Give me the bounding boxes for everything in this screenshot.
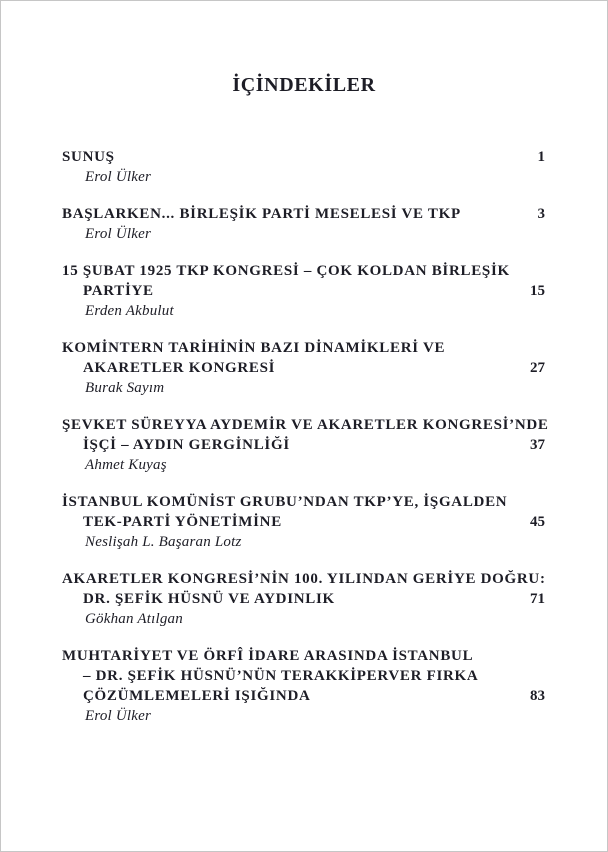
entry-page-number: 45 [530, 514, 545, 530]
entry-title-line [62, 281, 545, 301]
entry-title-text: – DR. ŞEFİK HÜSNÜ’NÜN TERAKKİPERVER FIRKA [83, 668, 479, 684]
entry-title-lines [62, 415, 549, 455]
entry-author: Burak Sayım [85, 380, 165, 396]
entry-title-text: PARTİYE [83, 283, 154, 299]
toc-entry [62, 147, 545, 187]
entry-title-lines [62, 338, 545, 378]
entry-title-text: BAŞLARKEN... BİRLEŞİK PARTİ MESELESİ VE TKP [62, 206, 461, 222]
entry-title-text: MUHTARİYET VE ÖRFÎ İDARE ARASINDA İSTANBUL [62, 648, 474, 664]
entry-title-text: KOMİNTERN TARİHİNİN BAZI DİNAMİKLERİ VE [62, 340, 446, 356]
entry-page-number: 3 [537, 206, 545, 222]
entry-title-lines [62, 492, 545, 532]
toc-entry [62, 338, 545, 398]
toc-entry [62, 569, 545, 629]
entry-title-line [62, 512, 545, 532]
entry-title-line [62, 646, 545, 666]
entry-title-text: DR. ŞEFİK HÜSNÜ VE AYDINLIK [83, 591, 335, 607]
entry-title-lines [62, 147, 545, 167]
entry-title-line [62, 569, 545, 589]
entry-title-lines [62, 646, 545, 706]
entry-title-line [62, 666, 545, 686]
entry-title-text: 15 ŞUBAT 1925 TKP KONGRESİ – ÇOK KOLDAN BİRLEŞİK [62, 263, 510, 279]
entry-title-line [62, 415, 549, 435]
entry-page-number: 27 [530, 360, 545, 376]
entry-author: Erol Ülker [85, 226, 152, 242]
entry-page-number: 1 [537, 149, 545, 165]
entry-title-line [62, 261, 545, 281]
entry-title-text: ŞEVKET SÜREYYA AYDEMİR VE AKARETLER KONGRESİ’NDE [62, 417, 549, 433]
entry-title-text: İŞÇİ – AYDIN GERGİNLİĞİ [83, 437, 290, 453]
entry-author: Neslişah L. Başaran Lotz [85, 534, 242, 550]
entry-page-number: 83 [530, 688, 545, 704]
page-title: İÇİNDEKİLER [232, 74, 376, 96]
entry-title-line [62, 204, 545, 224]
entry-title-line [62, 686, 545, 706]
entry-title-text: AKARETLER KONGRESİ’NİN 100. YILINDAN GERİYE DOĞRU: [62, 571, 546, 587]
toc-list [62, 147, 549, 743]
entry-title-lines [62, 261, 545, 301]
entry-title-line [62, 338, 545, 358]
entry-title-line [62, 435, 545, 455]
toc-entry [62, 204, 545, 244]
entry-title-line [62, 147, 545, 167]
entry-title-text: AKARETLER KONGRESİ [83, 360, 276, 376]
toc-entry [62, 492, 545, 552]
entry-title-lines [62, 569, 545, 609]
toc-entry [62, 261, 545, 321]
entry-title-line [62, 589, 545, 609]
entry-title-text: SUNUŞ [62, 149, 115, 165]
entry-author: Ahmet Kuyaş [85, 457, 167, 473]
entry-title-line [62, 492, 545, 512]
entry-author: Erol Ülker [85, 169, 152, 185]
entry-title-lines [62, 204, 545, 224]
entry-author: Erol Ülker [85, 708, 152, 724]
entry-author: Erden Akbulut [85, 303, 174, 319]
entry-title-text: ÇÖZÜMLEMELERİ IŞIĞINDA [83, 688, 311, 704]
toc-entry [62, 415, 549, 475]
entry-page-number: 15 [530, 283, 545, 299]
entry-title-text: TEK-PARTİ YÖNETİMİNE [83, 514, 282, 530]
entry-author: Gökhan Atılgan [85, 611, 183, 627]
toc-entry [62, 646, 545, 726]
entry-title-text: İSTANBUL KOMÜNİST GRUBU’NDAN TKP’YE, İŞGALDEN [62, 494, 508, 510]
entry-page-number: 71 [530, 591, 545, 607]
entry-page-number: 37 [530, 437, 545, 453]
entry-title-line [62, 358, 545, 378]
